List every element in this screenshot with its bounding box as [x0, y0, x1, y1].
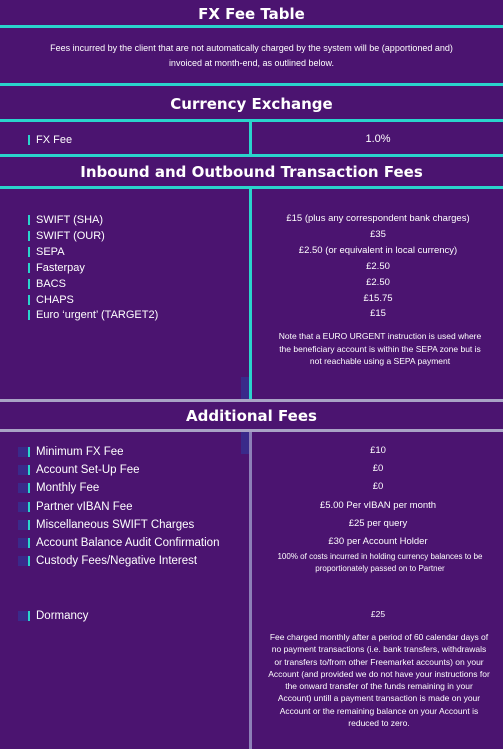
divider — [0, 154, 503, 157]
divider — [0, 25, 503, 28]
additional-fee-label: Miscellaneous SWIFT Charges — [36, 518, 195, 531]
row-marker — [28, 556, 30, 566]
transaction-fee-label: SEPA — [36, 245, 65, 258]
row-marker — [28, 538, 30, 548]
transaction-fee-label: Fasterpay — [36, 261, 85, 274]
row-marker — [28, 263, 30, 273]
section-heading-additional: Additional Fees — [186, 407, 317, 425]
transaction-fee-value: £35 — [370, 228, 386, 240]
column-divider — [249, 122, 252, 155]
transaction-fee-label: Euro ‘urgent’ (TARGET2) — [36, 309, 159, 322]
dormancy-value: £25 — [370, 609, 386, 619]
row-marker — [18, 483, 28, 493]
additional-fee-label: Monthly Fee — [36, 482, 100, 495]
transaction-fee-label: SWIFT (OUR) — [36, 229, 105, 242]
fx-fee-value: 1.0% — [365, 133, 391, 145]
row-marker — [18, 465, 28, 475]
row-marker — [28, 483, 30, 493]
additional-fee-value: £0 — [372, 481, 384, 493]
row-marker — [28, 520, 30, 530]
additional-fee-label: Partner vIBAN Fee — [36, 500, 133, 513]
additional-fee-label: Account Balance Audit Confirmation — [36, 537, 220, 549]
column-divider — [249, 432, 252, 749]
row-marker — [28, 502, 30, 512]
section-heading-currency: Currency Exchange — [170, 95, 333, 113]
row-marker — [28, 215, 30, 225]
row-marker — [18, 520, 28, 530]
row-marker — [18, 611, 28, 621]
dormancy-label: Dormancy — [36, 610, 89, 622]
row-marker — [28, 295, 30, 305]
row-marker — [28, 279, 30, 289]
divider — [0, 399, 503, 402]
additional-fee-value: £30 per Account Holder — [328, 536, 428, 547]
divider — [0, 83, 503, 86]
row-marker — [18, 447, 28, 457]
additional-fee-value: £0 — [372, 463, 384, 475]
dormancy-note: Fee charged monthly after a period of 60 calendar days of no payment transactions (i.e. bank transfers, withdrawals or transfers to/from other Freemarket accounts) on your Account (and provided we do not have your instructions for the onward transfer of the funds remaining in your Account) untill a payment transaction is made on your Account or the remaining balance on your Account is reduced to zero. — [268, 632, 490, 729]
additional-fee-value: £10 — [370, 445, 386, 456]
column-stub — [241, 432, 249, 454]
row-marker — [18, 538, 28, 548]
additional-fee-label: Minimum FX Fee — [36, 446, 124, 458]
additional-fee-value: £25 per query — [348, 517, 408, 529]
row-marker — [18, 556, 28, 566]
row-marker — [28, 231, 30, 241]
page-title: FX Fee Table — [198, 5, 305, 23]
row-marker — [28, 247, 30, 257]
section-heading-transaction: Inbound and Outbound Transaction Fees — [80, 163, 423, 181]
fx-fee-label: FX Fee — [36, 134, 73, 146]
row-marker — [28, 465, 30, 475]
row-marker — [28, 611, 30, 621]
row-marker — [28, 135, 30, 145]
additional-fee-label: Custody Fees/Negative Interest — [36, 555, 198, 568]
row-marker — [28, 447, 30, 457]
additional-fee-value: £5.00 Per vIBAN per month — [319, 499, 437, 511]
row-marker — [18, 502, 28, 512]
transaction-fee-label: BACS — [36, 277, 66, 290]
transaction-fee-value: £2.50 — [366, 276, 390, 288]
transaction-fee-label: CHAPS — [36, 293, 74, 306]
transaction-fee-value: £15.75 — [363, 292, 393, 304]
row-marker — [28, 310, 30, 320]
column-stub — [241, 377, 249, 399]
transaction-fee-value: £2.50 (or equivalent in local currency) — [298, 244, 458, 256]
column-divider — [249, 189, 252, 399]
intro-text: Fees incurred by the client that are not automatically charged by the system will be (apportioned and) invoiced at month-end, as outlined below. — [50, 43, 453, 68]
additional-fee-value: 100% of costs incurred in holding currency balances to be proportionately passed on to Partner — [277, 552, 483, 574]
transaction-fee-value: £15 (plus any correspondent bank charges) — [286, 213, 470, 224]
additional-fee-label: Account Set-Up Fee — [36, 464, 140, 477]
transaction-fee-value: £15 — [370, 308, 386, 320]
euro-urgent-note: Note that a EURO URGENT instruction is used where the beneficiary account is within the SEPA zone but is not reachable using a SEPA payment — [278, 331, 482, 366]
transaction-fee-value: £2.50 — [366, 260, 390, 272]
transaction-fee-label: SWIFT (SHA) — [36, 214, 104, 226]
